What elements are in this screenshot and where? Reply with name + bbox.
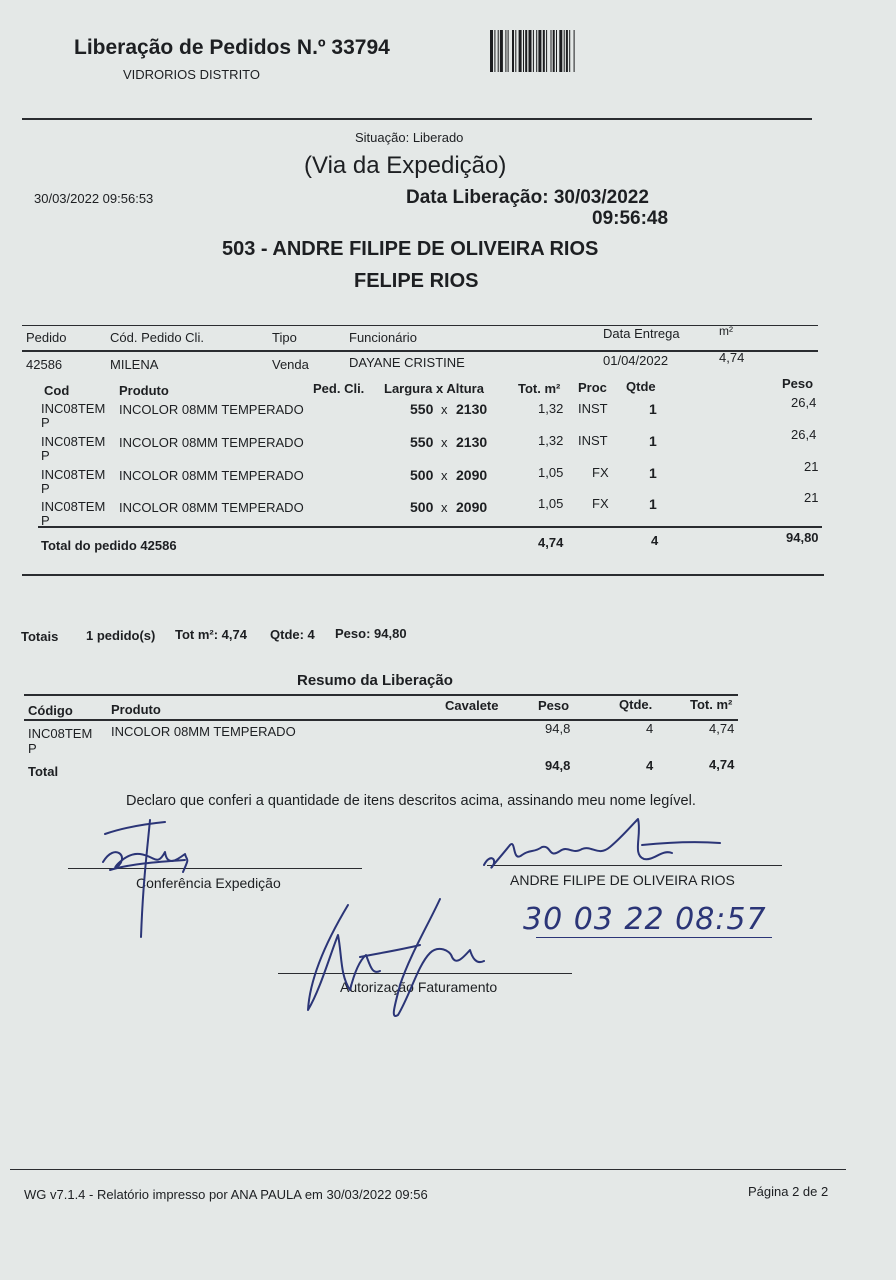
client-signature: [482, 815, 732, 895]
item-altura: 2090: [456, 467, 488, 483]
order-funcionario: DAYANE CRISTINE: [349, 355, 465, 370]
order-total-label: Total do pedido 42586: [41, 538, 177, 553]
item-proc: FX: [592, 465, 609, 480]
summary-codigo-2: P: [28, 741, 37, 756]
item-cod-cont: P: [41, 448, 50, 463]
item-cod: INC08TEM: [41, 401, 106, 416]
client-name: 503 - ANDRE FILIPE DE OLIVEIRA RIOS: [222, 238, 599, 260]
summary-total-peso: 94,8: [545, 758, 571, 773]
item-qtde: 1: [649, 433, 657, 449]
col-data-entrega: Data Entrega: [603, 326, 680, 341]
item-col-qtde: Qtde: [626, 379, 656, 394]
item-produto: INCOLOR 08MM TEMPERADO: [119, 402, 304, 417]
item-altura: 2130: [456, 434, 488, 450]
summary-total-qtde: 4: [646, 758, 654, 773]
client-sign-label: ANDRE FILIPE DE OLIVEIRA RIOS: [510, 872, 735, 888]
summary-total-label: Total: [28, 764, 59, 779]
item-cod: INC08TEM: [41, 434, 106, 449]
item-produto: INCOLOR 08MM TEMPERADO: [119, 500, 304, 515]
item-peso: 21: [804, 459, 819, 474]
item-col-cod: Cod: [44, 383, 70, 398]
totals-m2: Tot m²: 4,74: [175, 627, 247, 642]
handwritten-underline: [536, 937, 772, 938]
conferencia-signature: [95, 812, 205, 947]
summary-tot-m2: 4,74: [709, 721, 735, 736]
order-header-rule: [22, 350, 818, 352]
item-altura: 2130: [456, 401, 488, 417]
item-proc: INST: [578, 433, 608, 448]
item-largura: 550: [410, 434, 434, 450]
summary-top-rule: [24, 694, 738, 696]
item-cod-cont: P: [41, 513, 50, 528]
summary-total-tot-m2: 4,74: [709, 757, 735, 772]
release-date: Data Liberação: 30/03/2022: [406, 187, 649, 208]
item-col-ped-cli: Ped. Cli.: [313, 381, 365, 396]
totals-qtde: Qtde: 4: [270, 627, 315, 642]
item-cod-cont: P: [41, 415, 50, 430]
item-altura: 2090: [456, 499, 488, 515]
company-name: VIDRORIOS DISTRITO: [123, 67, 260, 82]
items-total-rule: [38, 526, 822, 528]
item-x: x: [441, 402, 448, 417]
autorizacao-label: Autorização Faturamento: [340, 979, 498, 995]
item-x: x: [441, 468, 448, 483]
col-m2: m²: [719, 324, 733, 338]
order-total-qtde: 4: [651, 533, 659, 548]
col-cod-cli: Cód. Pedido Cli.: [110, 330, 204, 345]
order-tipo: Venda: [272, 357, 309, 372]
item-col-peso: Peso: [782, 376, 814, 391]
client-nickname: FELIPE RIOS: [354, 270, 479, 292]
conferencia-label: Conferência Expedição: [136, 875, 281, 891]
print-datetime: 30/03/2022 09:56:53: [34, 191, 154, 206]
order-total-peso: 94,80: [786, 530, 819, 545]
order-bottom-rule: [22, 574, 824, 576]
order-m2: 4,74: [719, 350, 745, 365]
col-pedido: Pedido: [26, 330, 67, 345]
order-pedido: 42586: [26, 357, 63, 372]
situation-label: Situação: Liberado: [355, 130, 464, 145]
item-tot-m2: 1,05: [538, 465, 564, 480]
item-cod-cont: P: [41, 481, 50, 496]
item-tot-m2: 1,05: [538, 496, 564, 511]
col-tipo: Tipo: [272, 330, 297, 345]
summary-codigo-1: INC08TEM: [28, 726, 93, 741]
item-largura: 550: [410, 401, 434, 417]
summary-col-cavalete: Cavalete: [445, 698, 499, 713]
item-proc: FX: [592, 496, 609, 511]
item-peso: 21: [804, 490, 819, 505]
item-col-dims: Largura x Altura: [384, 381, 484, 396]
footer-page-number: Página 2 de 2: [748, 1184, 829, 1199]
col-funcionario: Funcionário: [349, 330, 417, 345]
footer-printed-by: WG v7.1.4 - Relatório impresso por ANA PAULA em 30/03/2022 09:56: [24, 1187, 428, 1202]
item-proc: INST: [578, 401, 608, 416]
item-x: x: [441, 500, 448, 515]
item-col-tot-m2: Tot. m²: [518, 381, 561, 396]
summary-title: Resumo da Liberação: [297, 672, 453, 689]
item-cod: INC08TEM: [41, 499, 106, 514]
item-peso: 26,4: [791, 427, 817, 442]
summary-col-tot-m2: Tot. m²: [690, 697, 733, 712]
item-col-proc: Proc: [578, 380, 607, 395]
item-tot-m2: 1,32: [538, 433, 564, 448]
summary-qtde: 4: [646, 721, 654, 736]
item-produto: INCOLOR 08MM TEMPERADO: [119, 435, 304, 450]
summary-header-rule: [24, 719, 738, 721]
summary-produto: INCOLOR 08MM TEMPERADO: [111, 724, 296, 739]
declaration-text: Declaro que conferi a quantidade de itens descritos acima, assinando meu nome legível.: [126, 793, 696, 809]
totals-label: Totais: [21, 629, 59, 644]
document-title: Liberação de Pedidos N.º 33794: [74, 36, 390, 59]
autorizacao-signature: [300, 895, 500, 1025]
order-top-rule: [22, 325, 818, 326]
item-peso: 26,4: [791, 395, 817, 410]
item-largura: 500: [410, 467, 434, 483]
summary-col-peso: Peso: [538, 698, 570, 713]
footer-rule: [10, 1169, 846, 1170]
totals-pedidos: 1 pedido(s): [86, 628, 156, 643]
item-qtde: 1: [649, 496, 657, 512]
barcode: [490, 30, 628, 72]
item-produto: INCOLOR 08MM TEMPERADO: [119, 468, 304, 483]
header-divider: [22, 118, 812, 120]
summary-col-codigo: Código: [28, 703, 73, 718]
totals-peso: Peso: 94,80: [335, 626, 407, 641]
order-cod-cli: MILENA: [110, 357, 159, 372]
via-label: (Via da Expedição): [304, 152, 507, 179]
release-time: 09:56:48: [592, 208, 669, 229]
order-data-entrega: 01/04/2022: [603, 353, 669, 368]
item-tot-m2: 1,32: [538, 401, 564, 416]
summary-peso: 94,8: [545, 721, 571, 736]
item-largura: 500: [410, 499, 434, 515]
summary-col-produto: Produto: [111, 702, 161, 717]
summary-col-qtde: Qtde.: [619, 697, 653, 712]
order-total-m2: 4,74: [538, 535, 564, 550]
handwritten-datetime: 30 03 22 08:57: [523, 902, 767, 937]
item-x: x: [441, 435, 448, 450]
item-qtde: 1: [649, 401, 657, 417]
item-qtde: 1: [649, 465, 657, 481]
item-cod: INC08TEM: [41, 467, 106, 482]
item-col-produto: Produto: [119, 383, 169, 398]
